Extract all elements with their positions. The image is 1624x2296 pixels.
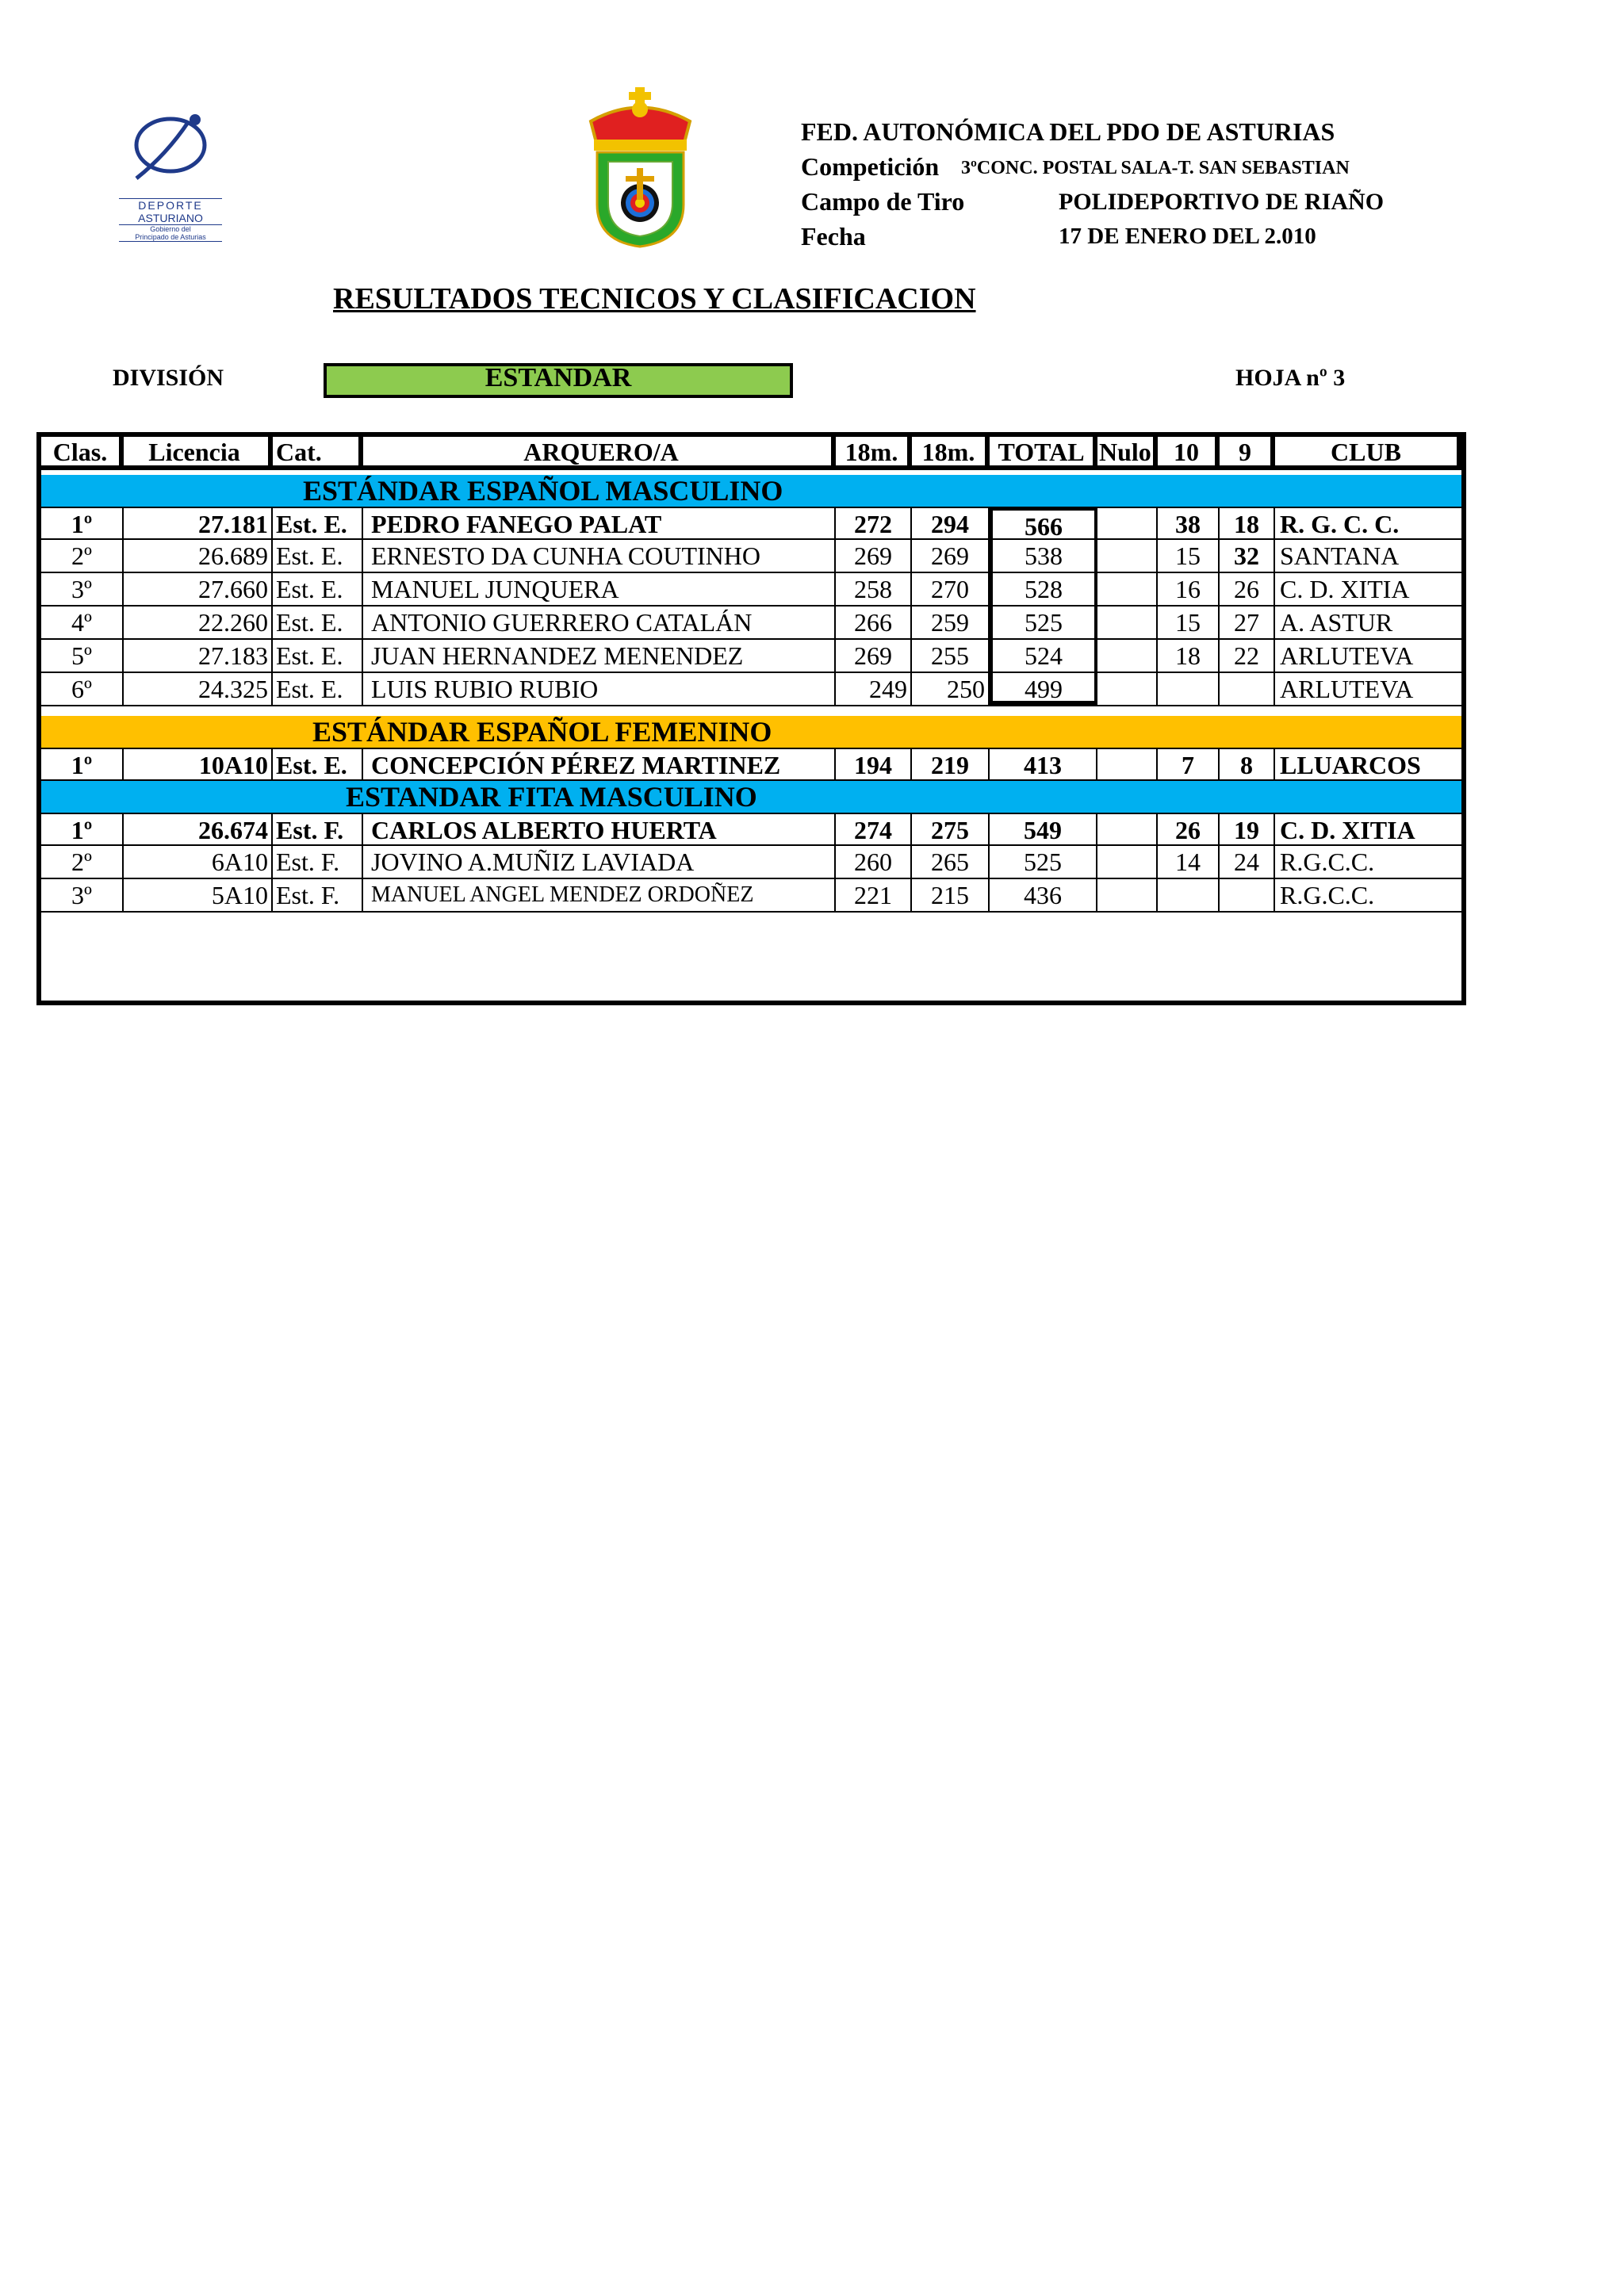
logo-line-3: Gobierno del (150, 225, 191, 233)
cell-tens: 26 (1158, 814, 1220, 844)
cell-nines: 27 (1220, 607, 1275, 638)
cell-total: 436 (990, 879, 1097, 911)
cell-score-2: 269 (912, 540, 990, 572)
cell-nulo (1097, 540, 1158, 572)
cell-nines: 19 (1220, 814, 1275, 844)
cell-licencia: 27.181 (124, 508, 273, 538)
cell-archer: LUIS RUBIO RUBIO (363, 673, 836, 705)
deporte-asturiano-emblem-icon (119, 107, 222, 194)
cell-club: ARLUTEVA (1280, 641, 1414, 670)
cell-licencia: 26.689 (124, 540, 273, 572)
col-header-nines: 9 (1220, 437, 1275, 465)
cell-nines: 22 (1220, 640, 1275, 672)
cell-nines: 24 (1220, 846, 1275, 878)
cell-club: R. G. C. C. (1280, 510, 1400, 538)
section-title: ESTANDAR FITA MASCULINO (346, 781, 757, 813)
cell-score-1: 266 (836, 607, 912, 638)
cell-clas: 3º (41, 879, 124, 911)
cell-nines: 32 (1220, 540, 1275, 572)
cell-score-1: 269 (836, 540, 912, 572)
cell-total: 413 (990, 749, 1097, 779)
cell-tens: 38 (1158, 508, 1220, 538)
cell-total: 499 (990, 673, 1097, 705)
cell-cat: Est. E. (273, 749, 363, 779)
table-row (41, 813, 1461, 846)
cell-licencia: 10A10 (124, 749, 273, 779)
division-label: DIVISIÓN (113, 365, 224, 391)
cell-clas: 2º (41, 540, 124, 572)
cell-licencia: 24.325 (124, 673, 273, 705)
cell-archer: CONCEPCIÓN PÉREZ MARTINEZ (363, 749, 836, 779)
cell-score-2: 255 (912, 640, 990, 672)
cell-score-2: 215 (912, 879, 990, 911)
deporte-asturiano-logo (119, 107, 222, 242)
cell-club: R.G.C.C. (1280, 881, 1375, 909)
cell-nulo (1097, 673, 1158, 705)
cell-club: LLUARCOS (1280, 751, 1421, 779)
date-label: Fecha (801, 222, 866, 251)
cell-archer: MANUEL JUNQUERA (363, 573, 836, 605)
cell-clas: 2º (41, 846, 124, 878)
cell-licencia: 6A10 (124, 846, 273, 878)
cell-total: 525 (990, 607, 1097, 638)
cell-clas: 1º (41, 508, 124, 538)
cell-clas: 3º (41, 573, 124, 605)
cell-archer: JUAN HERNANDEZ MENENDEZ (363, 640, 836, 672)
cell-tens (1158, 879, 1220, 911)
cell-tens: 16 (1158, 573, 1220, 605)
cell-score-1: 249 (836, 673, 912, 705)
table-row (41, 507, 1461, 540)
cell-cat: Est. E. (273, 640, 363, 672)
cell-total: 525 (990, 846, 1097, 878)
cell-nulo (1097, 846, 1158, 878)
federation-crest (583, 86, 698, 248)
date-value: 17 DE ENERO DEL 2.010 (1059, 224, 1316, 249)
cell-score-1: 272 (836, 508, 912, 538)
section-header-estandar-espanol-femenino (41, 716, 1461, 748)
results-table (36, 432, 1466, 1005)
cell-clas: 4º (41, 607, 124, 638)
venue-label: Campo de Tiro (801, 187, 965, 216)
venue-value: POLIDEPORTIVO DE RIAÑO (1059, 189, 1385, 215)
table-row (41, 640, 1461, 673)
cell-licencia: 27.660 (124, 573, 273, 605)
cell-cat: Est. F. (273, 846, 363, 878)
cell-total: 528 (990, 573, 1097, 605)
cell-nines: 8 (1220, 749, 1275, 779)
page-title: RESULTADOS TECNICOS Y CLASIFICACION (333, 282, 976, 316)
cell-score-2: 259 (912, 607, 990, 638)
cell-total: 538 (990, 540, 1097, 572)
competition-label: Competición (801, 152, 940, 181)
col-header-cat: Cat. (273, 437, 363, 465)
cell-nines: 18 (1220, 508, 1275, 538)
cell-nulo (1097, 508, 1158, 538)
cell-club: C. D. XITIA (1280, 575, 1410, 603)
organization-name: FED. AUTONÓMICA DEL PDO DE ASTURIAS (801, 117, 1335, 146)
cell-clas: 1º (41, 749, 124, 779)
cell-tens: 7 (1158, 749, 1220, 779)
cell-archer: CARLOS ALBERTO HUERTA (363, 814, 836, 844)
cell-clas: 6º (41, 673, 124, 705)
cell-clas: 5º (41, 640, 124, 672)
logo-line-1: DEPORTE (119, 198, 222, 212)
cell-cat: Est. E. (273, 540, 363, 572)
cell-licencia: 27.183 (124, 640, 273, 672)
logo-line-2: ASTURIANO (119, 212, 222, 225)
cell-nulo (1097, 879, 1158, 911)
table-row (41, 607, 1461, 640)
table-row (41, 573, 1461, 607)
cell-club: C. D. XITIA (1280, 816, 1415, 844)
section-header-estandar-espanol-masculino (41, 475, 1461, 507)
col-header-total: TOTAL (990, 437, 1097, 465)
table-row (41, 673, 1461, 706)
col-header-clas: Clas. (41, 437, 124, 465)
cell-score-2: 294 (912, 508, 990, 538)
table-row (41, 879, 1461, 913)
table-row (41, 540, 1461, 573)
col-header-18m-2: 18m. (912, 437, 990, 465)
cell-score-2: 250 (912, 673, 990, 705)
cell-archer: JOVINO A.MUÑIZ LAVIADA (363, 846, 836, 878)
cell-nines (1220, 673, 1275, 705)
cell-archer: ERNESTO DA CUNHA COUTINHO (363, 540, 836, 572)
cell-score-2: 265 (912, 846, 990, 878)
cell-licencia: 22.260 (124, 607, 273, 638)
logo-line-4: Principado de Asturias (119, 233, 222, 242)
cell-tens: 15 (1158, 540, 1220, 572)
division-value: ESTANDAR (324, 363, 793, 398)
cell-score-1: 274 (836, 814, 912, 844)
cell-score-1: 194 (836, 749, 912, 779)
cell-tens: 15 (1158, 607, 1220, 638)
cell-total: 524 (990, 640, 1097, 672)
cell-cat: Est. E. (273, 508, 363, 538)
cell-score-1: 221 (836, 879, 912, 911)
col-header-18m-1: 18m. (836, 437, 912, 465)
cell-nulo (1097, 814, 1158, 844)
col-header-club: CLUB (1275, 437, 1461, 465)
cell-nulo (1097, 573, 1158, 605)
cell-club: R.G.C.C. (1280, 848, 1375, 876)
competition-value: 3ºCONC. POSTAL SALA-T. SAN SEBASTIAN (961, 158, 1350, 178)
cell-score-2: 270 (912, 573, 990, 605)
cell-tens (1158, 673, 1220, 705)
table-row (41, 846, 1461, 879)
table-header-row (41, 437, 1461, 470)
cell-cat: Est. F. (273, 814, 363, 844)
section-title: ESTÁNDAR ESPAÑOL MASCULINO (303, 475, 783, 507)
cell-cat: Est. E. (273, 673, 363, 705)
cell-archer: ANTONIO GUERRERO CATALÁN (363, 607, 836, 638)
cell-cat: Est. E. (273, 607, 363, 638)
cell-club: A. ASTUR (1280, 608, 1393, 637)
cell-nulo (1097, 607, 1158, 638)
cell-nines: 26 (1220, 573, 1275, 605)
cell-cat: Est. E. (273, 573, 363, 605)
cell-archer: PEDRO FANEGO PALAT (363, 508, 836, 538)
cell-score-2: 275 (912, 814, 990, 844)
col-header-arquero: ARQUERO/A (363, 437, 836, 465)
cell-archer: MANUEL ANGEL MENDEZ ORDOÑEZ (363, 879, 836, 911)
cell-tens: 14 (1158, 846, 1220, 878)
cell-tens: 18 (1158, 640, 1220, 672)
table-row (41, 748, 1461, 781)
cell-total: 566 (990, 508, 1097, 538)
cell-clas: 1º (41, 814, 124, 844)
col-header-tens: 10 (1158, 437, 1220, 465)
sheet-number: HOJA nº 3 (1235, 365, 1346, 391)
cell-score-1: 258 (836, 573, 912, 605)
cell-club: ARLUTEVA (1280, 675, 1414, 703)
cell-licencia: 5A10 (124, 879, 273, 911)
cell-score-1: 269 (836, 640, 912, 672)
cell-score-2: 219 (912, 749, 990, 779)
col-header-nulo: Nulo (1097, 437, 1158, 465)
cell-nines (1220, 879, 1275, 911)
col-header-licencia: Licencia (124, 437, 273, 465)
cell-licencia: 26.674 (124, 814, 273, 844)
cell-total: 549 (990, 814, 1097, 844)
cell-club: SANTANA (1280, 541, 1400, 570)
cell-cat: Est. F. (273, 879, 363, 911)
section-title: ESTÁNDAR ESPAÑOL FEMENINO (312, 716, 772, 748)
cell-nulo (1097, 640, 1158, 672)
crest-icon (583, 86, 698, 248)
section-header-estandar-fita-masculino (41, 781, 1461, 813)
cell-nulo (1097, 749, 1158, 779)
cell-score-1: 260 (836, 846, 912, 878)
